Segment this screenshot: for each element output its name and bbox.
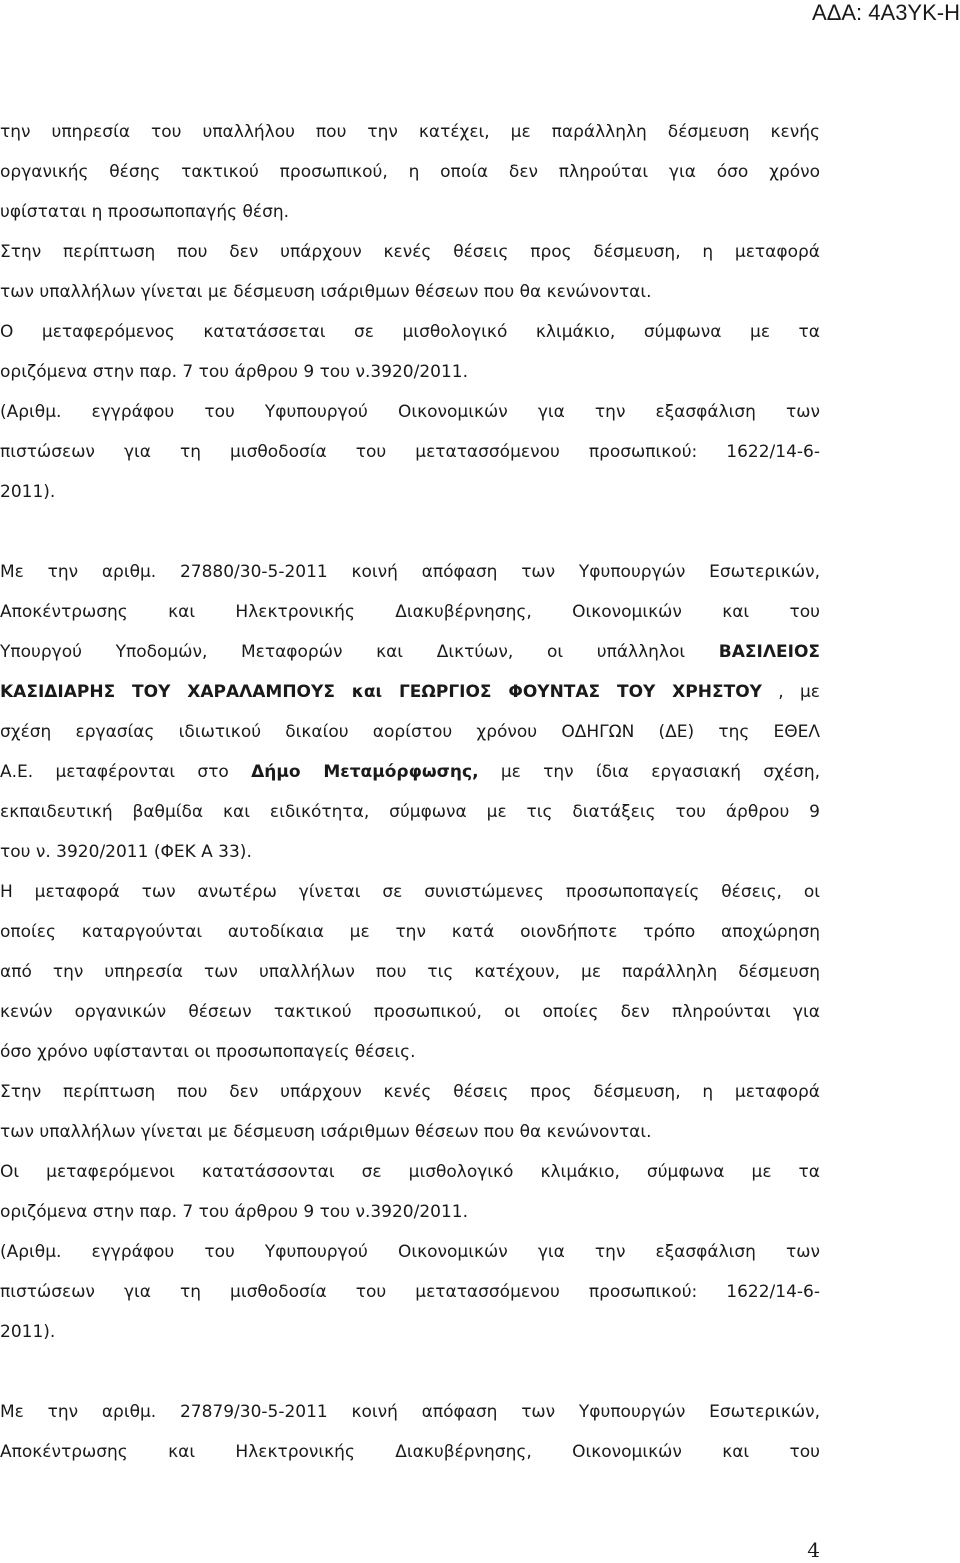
text-line: οριζόμενα στην παρ. 7 του άρθρου 9 του ν.3920/2011.: [0, 1202, 469, 1222]
text-line: από την υπηρεσία των υπαλλήλων που τις κατέχουν, με παράλληλη δέσμευση: [0, 962, 820, 982]
text-line: (Αριθμ. εγγράφου του Υφυπουργού Οικονομικών για την εξασφάλιση των: [0, 1242, 820, 1262]
text-line: [0, 632, 820, 672]
text-line: 2011).: [0, 482, 56, 502]
blank-line: [0, 512, 820, 552]
text-line: Αποκέντρωσης και Ηλεκτρονικής Διακυβέρνησης, Οικονομικών και του: [0, 1442, 820, 1462]
blank-line: [0, 1352, 820, 1392]
text-segment: Υπουργού Υποδομών, Μεταφορών και Δικτύων, οι υπάλληλοι: [0, 642, 686, 662]
text-line: Οι μεταφερόμενοι κατατάσσονται σε μισθολογικό κλιμάκιο, σύμφωνα με τα: [0, 1162, 820, 1182]
text-line: οργανικής θέσης τακτικού προσωπικού, η οποία δεν πληρούται για όσο χρόνο: [0, 162, 820, 182]
text-line: [0, 672, 820, 712]
page-number: 4: [807, 1538, 820, 1562]
text-line: Ο μεταφερόμενος κατατάσσεται σε μισθολογικό κλιμάκιο, σύμφωνα με τα: [0, 322, 820, 342]
document-body: [0, 112, 820, 1472]
text-line: Στην περίπτωση που δεν υπάρχουν κενές θέσεις προς δέσμευση, η μεταφορά: [0, 242, 820, 262]
ada-code: ΑΔΑ: 4Α3ΥΚ-Η: [812, 0, 960, 25]
text-line: κενών οργανικών θέσεων τακτικού προσωπικού, οι οποίες δεν πληρούνται για: [0, 1002, 820, 1022]
municipality-bold: Δήμο Μεταμόρφωσης,: [251, 762, 479, 782]
text-line: σχέση εργασίας ιδιωτικού δικαίου αορίστου χρόνου ΟΔΗΓΩΝ (ΔΕ) της ΕΘΕΛ: [0, 722, 820, 742]
text-line: οριζόμενα στην παρ. 7 του άρθρου 9 του ν.3920/2011.: [0, 362, 469, 382]
text-line: Αποκέντρωσης και Ηλεκτρονικής Διακυβέρνησης, Οικονομικών και του: [0, 602, 820, 622]
text-segment: με την ίδια εργασιακή σχέση,: [500, 762, 820, 782]
text-line: Με την αριθμ. 27880/30-5-2011 κοινή απόφαση των Υφυπουργών Εσωτερικών,: [0, 562, 820, 582]
text-line: 2011).: [0, 1322, 56, 1342]
text-line: υφίσταται η προσωποπαγής θέση.: [0, 202, 290, 222]
text-segment: Α.Ε. μεταφέρονται στο: [0, 762, 229, 782]
text-line: των υπαλλήλων γίνεται με δέσμευση ισάριθμων θέσεων που θα κενώνονται.: [0, 1122, 652, 1142]
text-line: όσο χρόνο υφίστανται οι προσωποπαγείς θέσεις.: [0, 1042, 416, 1062]
text-line: οποίες καταργούνται αυτοδίκαια με την κατά οιονδήποτε τρόπο αποχώρηση: [0, 922, 820, 942]
text-line: την υπηρεσία του υπαλλήλου που την κατέχει, με παράλληλη δέσμευση κενής: [0, 122, 820, 142]
text-segment: , με: [778, 682, 820, 702]
text-line: των υπαλλήλων γίνεται με δέσμευση ισάριθμων θέσεων που θα κενώνονται.: [0, 282, 652, 302]
text-line: του ν. 3920/2011 (ΦΕΚ Α 33).: [0, 842, 252, 862]
text-line: [0, 752, 820, 792]
text-line: (Αριθμ. εγγράφου του Υφυπουργού Οικονομικών για την εξασφάλιση των: [0, 402, 820, 422]
employee-names-bold: ΚΑΣΙΔΙΑΡΗΣ ΤΟΥ ΧΑΡΑΛΑΜΠΟΥΣ και ΓΕΩΡΓΙΟΣ ΦΟΥΝΤΑΣ ΤΟΥ ΧΡΗΣΤΟΥ: [0, 682, 762, 702]
text-line: Με την αριθμ. 27879/30-5-2011 κοινή απόφαση των Υφυπουργών Εσωτερικών,: [0, 1402, 820, 1422]
text-line: πιστώσεων για τη μισθοδοσία του μετατασσόμενου προσωπικού: 1622/14-6-: [0, 442, 820, 462]
text-line: Η μεταφορά των ανωτέρω γίνεται σε συνιστώμενες προσωποπαγείς θέσεις, οι: [0, 882, 820, 902]
text-line: εκπαιδευτική βαθμίδα και ειδικότητα, σύμφωνα με τις διατάξεις του άρθρου 9: [0, 802, 820, 822]
text-line: πιστώσεων για τη μισθοδοσία του μετατασσόμενου προσωπικού: 1622/14-6-: [0, 1282, 820, 1302]
text-line: Στην περίπτωση που δεν υπάρχουν κενές θέσεις προς δέσμευση, η μεταφορά: [0, 1082, 820, 1102]
employee-name-bold: ΒΑΣΙΛΕΙΟΣ: [718, 642, 821, 662]
